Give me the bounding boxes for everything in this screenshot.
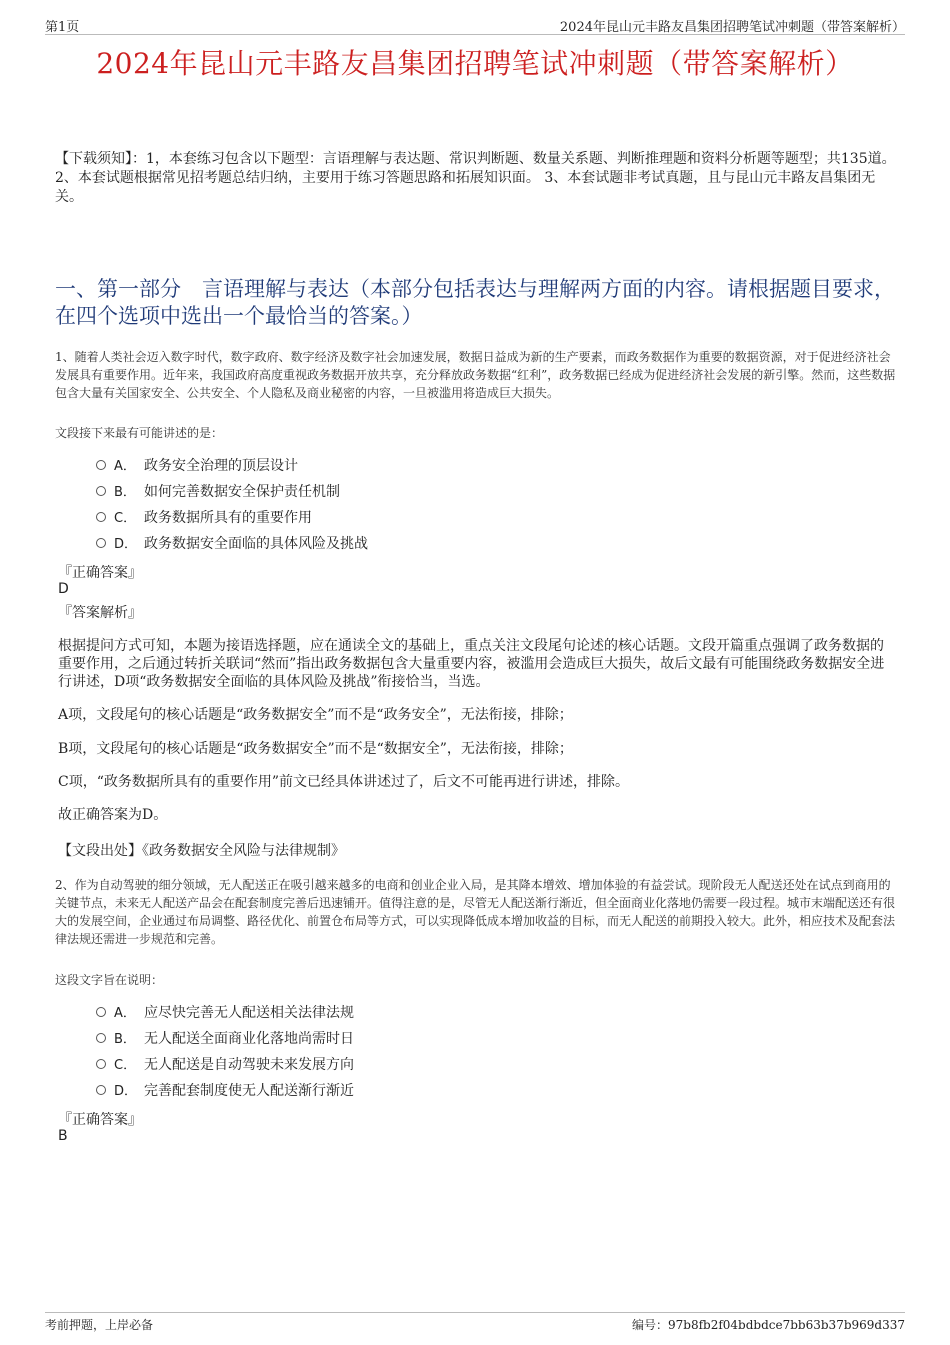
- question-2-option-c[interactable]: C． 无人配送是自动驾驶未来发展方向: [96, 1055, 354, 1075]
- question-1-analysis-paragraph: A项，文段尾句的核心话题是“政务数据安全”而不是“政务安全”，无法衔接，排除；: [58, 707, 573, 723]
- page-header: [45, 14, 905, 35]
- question-1-analysis-paragraph: 根据提问方式可知，本题为接语选择题，应在通读全文的基础上，重点关注文段尾句论述的核心话题。文段开篇重点强调了政务数据的重要作用，之后通过转折关联词“然而”指出政务数据包含大量重要内容，被滥用会造成巨大损失，故后文最有可能围绕政务数据安全进行讲述，D项“政务数据安全面临的具体风险及挑战”衔接恰当，当选。: [58, 638, 885, 690]
- radio-icon[interactable]: [96, 1085, 106, 1095]
- question-1-option-c[interactable]: C． 政务数据所具有的重要作用: [96, 508, 312, 528]
- question-2-text: 2、作为自动驾驶的细分领域，无人配送正在吸引越来越多的电商和创业企业入局，是其降本增效、增加体验的有益尝试。现阶段无人配送还处在试点到商用的关键节点，未来无人配送产品会在配套制度完善后迅速铺开。值得注意的是，尽管无人配送渐行渐近，但全面商业化落地仍需要一段过程。城市末端配送还有很大的发展空间，企业通过布局调整、路径优化、前置仓布局等方式，可以实现降低成本增加收益的目标，而无人配送的前期投入较大。此外，相应技术及配套法律法规还需进一步规范和完善。: [55, 878, 896, 946]
- document-title: 2024年昆山元丰路友昌集团招聘笔试冲刺题（带答案解析）: [96, 47, 854, 80]
- radio-icon[interactable]: [96, 512, 106, 522]
- question-2-option-d[interactable]: D． 完善配套制度使无人配送渐行渐近: [96, 1081, 354, 1101]
- question-2-prompt: 这段文字旨在说明：: [55, 973, 164, 987]
- radio-icon[interactable]: [96, 1033, 106, 1043]
- radio-icon[interactable]: [96, 538, 106, 548]
- document-id: 编号：97b8fb2f04bdbdce7bb63b37b969d337: [632, 1318, 905, 1332]
- radio-icon[interactable]: [96, 1059, 106, 1069]
- question-1-answer-label: 『正确答案』: [58, 565, 142, 581]
- question-1-text: 1、随着人类社会迈入数字时代，数字政府、数字经济及数字社会加速发展，数据日益成为新的生产要素，而政务数据作为重要的数据资源，对于促进经济社会发展具有重要作用。近年来，我国政府高度重视政务数据开放共享，充分释放政务数据“红利”，政务数据已经成为促进经济社会发展的新引擎。然而，这些数据包含大量有关国家安全、公共安全、个人隐私及商业秘密的内容，一旦被滥用将造成巨大损失。: [55, 350, 896, 400]
- question-2-option-b[interactable]: B． 无人配送全面商业化落地尚需时日: [96, 1029, 354, 1049]
- section-heading: 一、第一部分 言语理解与表达（本部分包括表达与理解两方面的内容。请根据题目要求，在四个选项中选出一个最恰当的答案。）: [55, 277, 895, 328]
- page-footer: [45, 1312, 905, 1333]
- question-1-option-a[interactable]: A． 政务安全治理的顶层设计: [96, 456, 298, 476]
- question-1-analysis-paragraph: B项，文段尾句的核心话题是“政务数据安全”而不是“数据安全”，无法衔接，排除；: [58, 741, 573, 757]
- question-1-analysis-paragraph: C项，“政务数据所具有的重要作用”前文已经具体讲述过了，后文不可能再进行讲述，排除。: [58, 774, 630, 790]
- question-1-option-d[interactable]: D． 政务数据安全面临的具体风险及挑战: [96, 534, 368, 554]
- question-1-prompt: 文段接下来最有可能讲述的是：: [55, 426, 224, 440]
- question-1-source: 【文段出处】《政务数据安全风险与法律规制》: [58, 843, 345, 859]
- download-notice: 【下载须知】：1，本套练习包含以下题型：言语理解与表达题、常识判断题、数量关系题、判断推理题和资料分析题等题型；共135道。 2、本套试题根据常见招考题总结归纳，主要用于练习答题思路和拓展知识面。 3、本套试题非考试真题，且与昆山元丰路友昌集团无关。: [55, 151, 896, 205]
- question-1-answer: D: [58, 581, 69, 597]
- question-2-answer: B: [58, 1128, 68, 1144]
- footer-slogan: 考前押题，上岸必备: [45, 1318, 154, 1332]
- radio-icon[interactable]: [96, 1007, 106, 1017]
- page-number: 第1页: [45, 20, 80, 35]
- question-1-option-b[interactable]: B． 如何完善数据安全保护责任机制: [96, 482, 340, 502]
- question-1-analysis-label: 『答案解析』: [58, 605, 142, 621]
- radio-icon[interactable]: [96, 460, 106, 470]
- radio-icon[interactable]: [96, 486, 106, 496]
- question-2-option-a[interactable]: A． 应尽快完善无人配送相关法律法规: [96, 1003, 354, 1023]
- question-2-answer-label: 『正确答案』: [58, 1112, 142, 1128]
- question-1-analysis-paragraph: 故正确答案为D。: [58, 807, 168, 823]
- header-title: 2024年昆山元丰路友昌集团招聘笔试冲刺题（带答案解析）: [559, 20, 905, 35]
